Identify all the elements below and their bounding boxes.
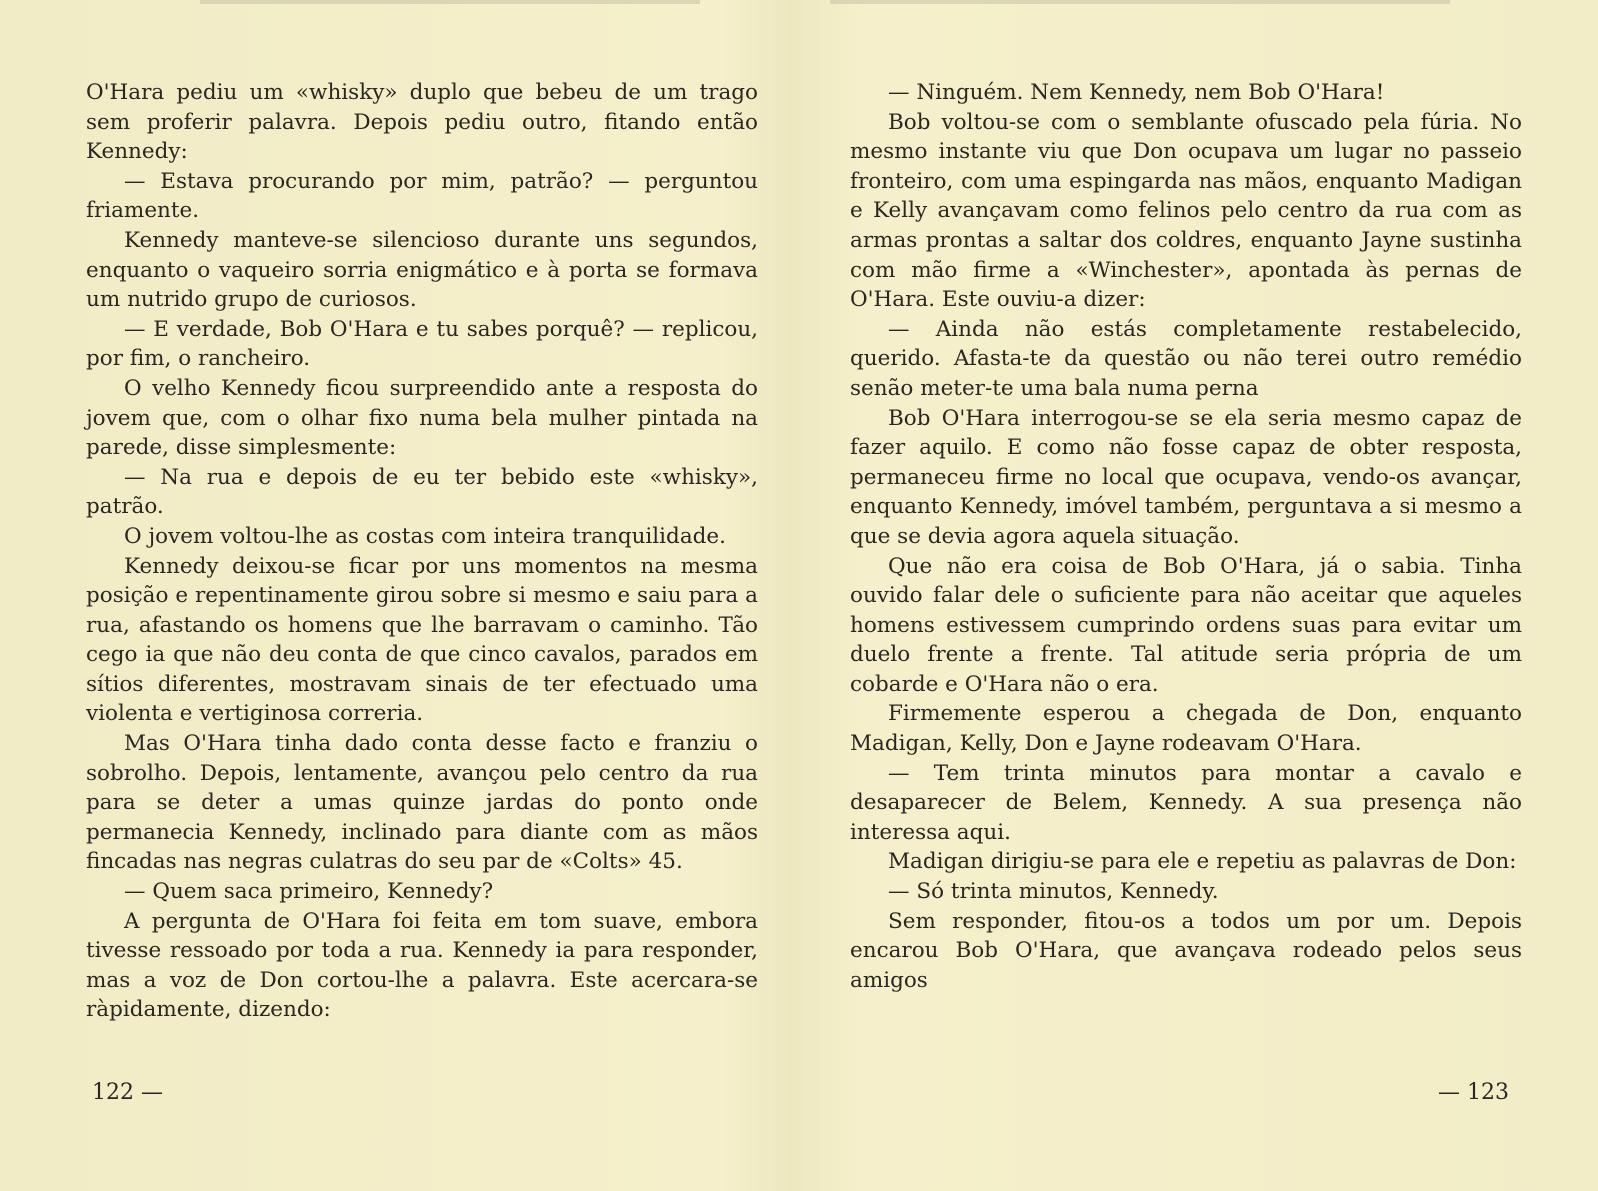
paragraph: Kennedy deixou-se ficar por uns momentos na mesma posição e repentinamente girou sobre si mesmo e saiu para a rua, afastando os homens que lhe barravam o caminho. Tão cego ia que não deu conta de que cinco cavalos, parados em sítios diferentes, mostravam sinais de ter efectuado uma violenta e vertiginosa correria. bbox=[86, 553, 758, 727]
paragraph: Mas O'Hara tinha dado conta desse facto e franziu o sobrolho. Depois, lentamente, avançou pelo centro da rua para se deter a umas quinze jardas do ponto onde permanecia Kennedy, inclinado para diante com as mãos fincadas nas negras culatras do seu par de «Colts» 45. bbox=[86, 731, 758, 875]
paragraph: O jovem voltou-lhe as costas com inteira tranquilidade. bbox=[124, 523, 726, 549]
paragraph: Madigan dirigiu-se para ele e repetiu as palavras de Don: bbox=[888, 849, 1517, 875]
paragraph: Kennedy manteve-se silencioso durante uns segundos, enquanto o vaqueiro sorria enigmático e à porta se formava um nutrido grupo de curiosos. bbox=[86, 227, 758, 313]
paragraph: Bob voltou-se com o semblante ofuscado pela fúria. No mesmo instante viu que Don ocupava um lugar no passeio fronteiro, com uma espingarda nas mãos, enquanto Madigan e Kelly avançavam como felinos pelo centro da rua com as armas prontas a saltar dos coldres, enquanto Jayne sustinha com mão firme a «Winchester», apontada às pernas de O'Hara. Este ouviu-a dizer: bbox=[850, 109, 1522, 313]
paragraph: A pergunta de O'Hara foi feita em tom suave, embora tivesse ressoado por toda a rua. Kennedy ia para responder, mas a voz de Don cortou-lhe a palavra. Este acercara-se ràpidamente, dizendo: bbox=[86, 908, 758, 1023]
paragraph: — Na rua e depois de eu ter bebido este «whisky», patrão. bbox=[86, 464, 758, 520]
top-edge-shadow-left bbox=[200, 0, 700, 4]
paragraph: Que não era coisa de Bob O'Hara, já o sabia. Tinha ouvido falar dele o suficiente para não aceitar que aqueles homens estivessem cumprindo ordens suas para evitar um duelo frente a frente. Tal atitude seria própria de um cobarde e O'Hara não o era. bbox=[850, 553, 1522, 697]
paragraph: Sem responder, fitou-os a todos um por um. Depois encarou Bob O'Hara, que avançava rodeado pelos seus amigos bbox=[850, 908, 1522, 993]
paragraph: O'Hara pediu um «whisky» duplo que bebeu de um trago sem proferir palavra. Depois pediu outro, fitando então Kennedy: bbox=[86, 80, 758, 165]
paragraph: — E verdade, Bob O'Hara e tu sabes porquê? — replicou, por fim, o rancheiro. bbox=[86, 316, 758, 372]
page-number-right: — 123 bbox=[1438, 1080, 1509, 1105]
paragraph: — Tem trinta minutos para montar a cavalo e desaparecer de Belem, Kennedy. A sua presença não interessa aqui. bbox=[850, 760, 1522, 845]
right-page-text bbox=[850, 78, 1522, 995]
paragraph: Bob O'Hara interrogou-se se ela seria mesmo capaz de fazer aquilo. E como não fosse capaz de obter resposta, permaneceu firme no local que ocupava, vendo-os avançar, enquanto Kennedy, imóvel também, perguntava a si mesmo a que se devia agora aquela situação. bbox=[850, 405, 1522, 549]
top-edge-shadow-right bbox=[830, 0, 1450, 4]
paragraph: — Ninguém. Nem Kennedy, nem Bob O'Hara! bbox=[888, 80, 1385, 105]
paragraph: — Ainda não estás completamente restabelecido, querido. Afasta-te da questão ou não terei outro remédio senão meter-te uma bala numa perna bbox=[850, 316, 1522, 401]
left-page-text bbox=[86, 78, 758, 1025]
paragraph: — Só trinta minutos, Kennedy. bbox=[888, 879, 1219, 905]
right-page bbox=[850, 78, 1522, 995]
paragraph: — Estava procurando por mim, patrão? — perguntou friamente. bbox=[86, 168, 758, 224]
paragraph: — Quem saca primeiro, Kennedy? bbox=[124, 879, 494, 905]
left-page bbox=[86, 78, 758, 1025]
paragraph: Firmemente esperou a chegada de Don, enquanto Madigan, Kelly, Don e Jayne rodeavam O'Hara. bbox=[850, 701, 1522, 757]
page-number-left: 122 — bbox=[92, 1080, 163, 1105]
paragraph: O velho Kennedy ficou surpreendido ante a resposta do jovem que, com o olhar fixo numa bela mulher pintada na parede, disse simplesmente: bbox=[86, 375, 758, 461]
